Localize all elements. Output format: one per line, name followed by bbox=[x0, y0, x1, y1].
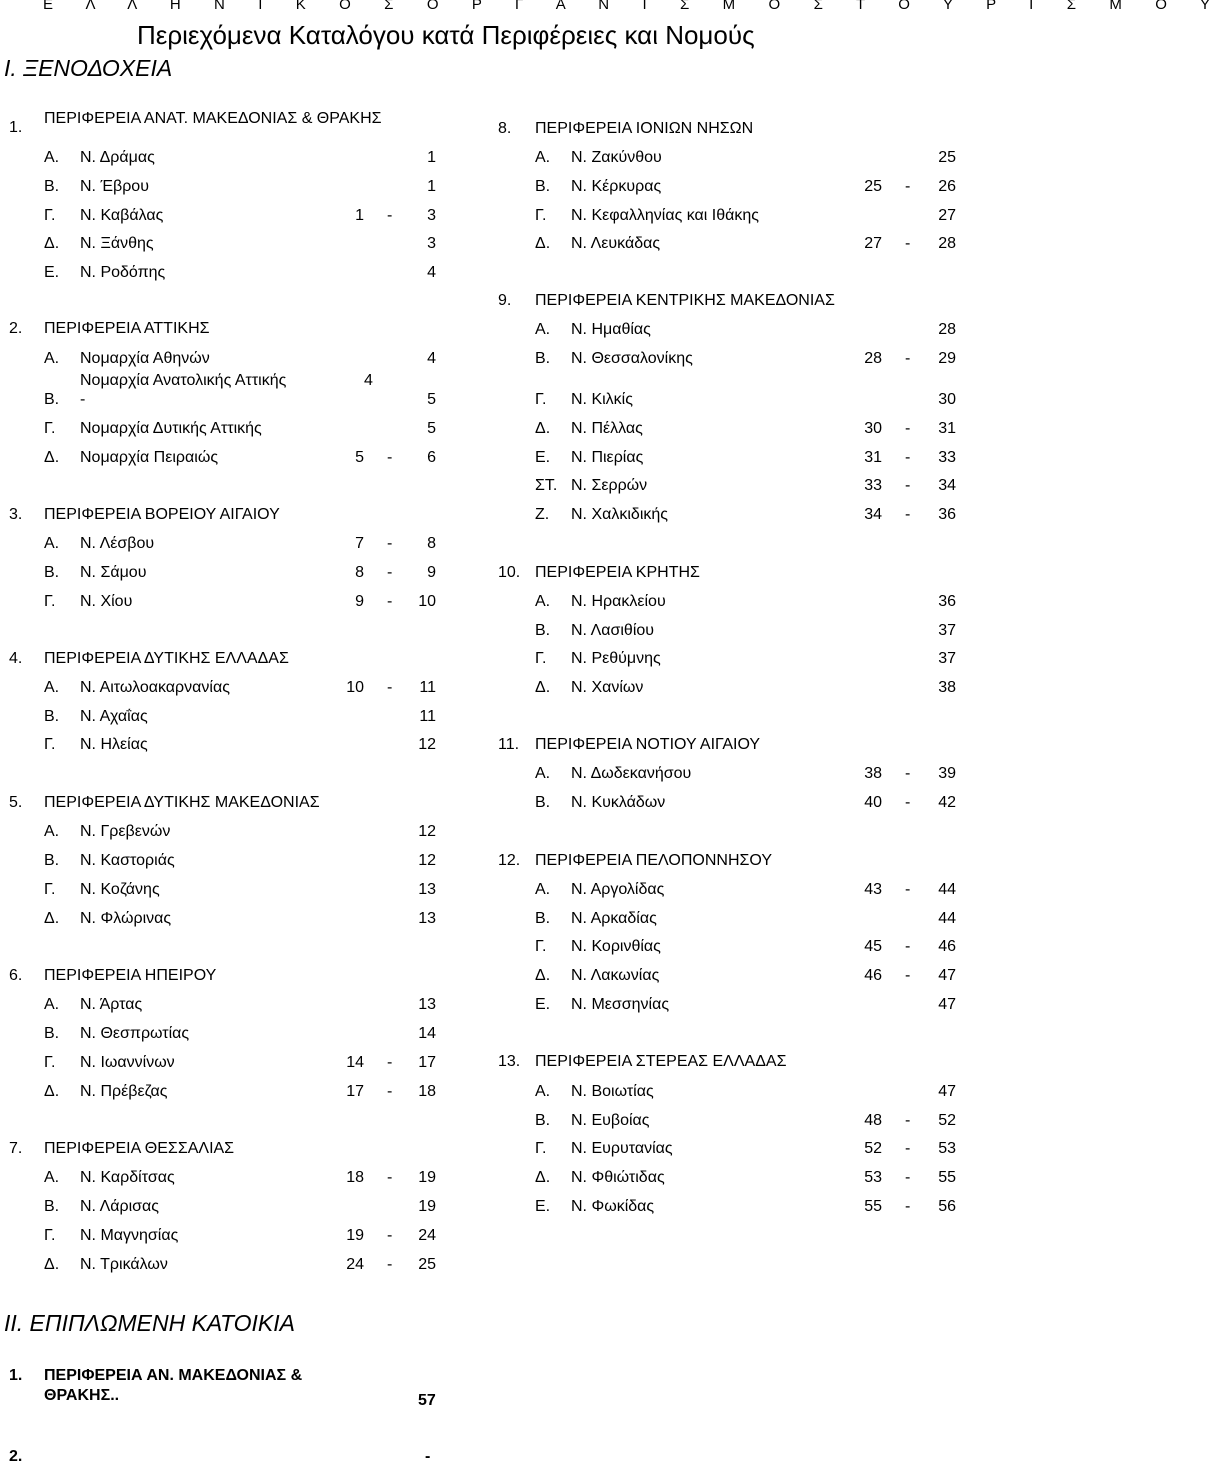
prefecture-name: Ν. Αρκαδίας bbox=[571, 910, 657, 927]
prefecture-name: Ν. Ηρακλείου bbox=[571, 593, 666, 610]
prefecture-page-end: 3 bbox=[427, 207, 436, 224]
prefecture-name: Ν. Φλώρινας bbox=[80, 910, 172, 927]
prefecture-page: 27 bbox=[938, 207, 956, 224]
prefecture-name: Ν. Γρεβενών bbox=[80, 823, 171, 840]
prefecture-name: Ν. Αργολίδας bbox=[571, 881, 665, 898]
prefecture-page: 13 bbox=[418, 910, 436, 927]
prefecture-page-dash: - bbox=[387, 1169, 393, 1186]
prefecture-page-dash: - bbox=[387, 1054, 393, 1071]
prefecture-name: Ν. Ηλείας bbox=[80, 736, 148, 753]
prefecture-letter: Γ. bbox=[535, 1140, 547, 1157]
prefecture-letter: Δ. bbox=[44, 235, 60, 252]
prefecture-page-start: 7 bbox=[355, 535, 364, 552]
prefecture-name: Νομαρχία Δυτικής Αττικής bbox=[80, 420, 262, 437]
prefecture-page-end: 33 bbox=[938, 449, 956, 466]
prefecture-page: 37 bbox=[938, 622, 956, 639]
prefecture-name: Ν. Σάμου bbox=[80, 564, 147, 581]
prefecture-page-dash: - bbox=[387, 679, 393, 696]
prefecture-letter: Δ. bbox=[535, 420, 551, 437]
prefecture-name: Ν. Ζακύνθου bbox=[571, 149, 662, 166]
prefecture-page-dash: - bbox=[387, 535, 393, 552]
prefecture-page: 14 bbox=[418, 1025, 436, 1042]
region-number: 13. bbox=[498, 1053, 521, 1070]
prefecture-page-dash: - bbox=[905, 1169, 911, 1186]
prefecture-letter: Α. bbox=[44, 823, 60, 840]
prefecture-letter: Γ. bbox=[535, 391, 547, 408]
prefecture-page-end: 36 bbox=[938, 506, 956, 523]
prefecture-page-end: 28 bbox=[938, 235, 956, 252]
prefecture-name: Ν. Κιλκίς bbox=[571, 391, 633, 408]
prefecture-letter: Β. bbox=[535, 1112, 551, 1129]
region-heading: ΠΕΡΙΦΕΡΕΙΑ ΣΤΕΡΕΑΣ ΕΛΛΑΔΑΣ bbox=[535, 1053, 787, 1070]
prefecture-letter: Ε. bbox=[535, 1198, 551, 1215]
region-heading: ΠΕΡΙΦΕΡΕΙΑ ΔΥΤΙΚΗΣ ΜΑΚΕΔΟΝΙΑΣ bbox=[44, 794, 320, 811]
prefecture-page: 13 bbox=[418, 881, 436, 898]
prefecture-letter: Β. bbox=[535, 350, 551, 367]
prefecture-name: Ν. Αιτωλοακαρνανίας bbox=[80, 679, 230, 696]
prefecture-page-start: 48 bbox=[864, 1112, 882, 1129]
prefecture-page-end: 39 bbox=[938, 765, 956, 782]
prefecture-page: 12 bbox=[418, 736, 436, 753]
prefecture-page: 19 bbox=[418, 1198, 436, 1215]
prefecture-name: Ν. Θεσσαλονίκης bbox=[571, 350, 693, 367]
organization-header: Ε Λ Λ Η Ν Ι Κ Ο Σ Ο Ρ Γ Α Ν Ι Σ Μ Ο Σ Τ Ο Υ Ρ Ι Σ Μ Ο Υ bbox=[43, 0, 1225, 13]
prefecture-page-end: 56 bbox=[938, 1198, 956, 1215]
prefecture-page-dash: - bbox=[905, 506, 911, 523]
prefecture-page-start: 8 bbox=[355, 564, 364, 581]
prefecture-letter: Ε. bbox=[44, 264, 60, 281]
region-number: 9. bbox=[498, 292, 512, 309]
prefecture-letter: Δ. bbox=[535, 235, 551, 252]
prefecture-page-start: 53 bbox=[864, 1169, 882, 1186]
prefecture-page: 4 bbox=[364, 372, 373, 389]
region-number: 8. bbox=[498, 120, 512, 137]
prefecture-page-dash: - bbox=[905, 794, 911, 811]
prefecture-name: Ν. Ημαθίας bbox=[571, 321, 651, 338]
region-number: 11. bbox=[498, 736, 520, 753]
region-number: 5. bbox=[9, 794, 23, 811]
prefecture-name: Ν. Λέσβου bbox=[80, 535, 155, 552]
prefecture-page-start: 18 bbox=[346, 1169, 364, 1186]
prefecture-letter: Β. bbox=[535, 178, 551, 195]
prefecture-page-end: 55 bbox=[938, 1169, 956, 1186]
region-number: 3. bbox=[9, 506, 23, 523]
prefecture-letter: Α. bbox=[535, 765, 551, 782]
prefecture-page-start: 10 bbox=[346, 679, 364, 696]
region-heading: ΠΕΡΙΦΕΡΕΙΑ ΠΕΛΟΠΟΝΝΗΣΟΥ bbox=[535, 852, 772, 869]
prefecture-page-end: 47 bbox=[938, 967, 956, 984]
region-number: 4. bbox=[9, 650, 23, 667]
prefecture-name: Ν. Φθιώτιδας bbox=[571, 1169, 665, 1186]
prefecture-page-dash: - bbox=[905, 881, 911, 898]
prefecture-letter: Γ. bbox=[535, 650, 547, 667]
prefecture-letter: Β. bbox=[44, 564, 60, 581]
region-heading: ΠΕΡΙΦΕΡΕΙΑ ΑΝΑΤ. ΜΑΚΕΔΟΝΙΑΣ & ΘΡΑΚΗΣ bbox=[44, 110, 382, 127]
furnished-region-page: - bbox=[425, 1448, 431, 1465]
furnished-region-number: 1. bbox=[9, 1367, 23, 1384]
prefecture-letter: Α. bbox=[44, 996, 60, 1013]
prefecture-name: Ν. Λάρισας bbox=[80, 1198, 159, 1215]
prefecture-page-start: 1 bbox=[355, 207, 364, 224]
prefecture-page-end: 10 bbox=[418, 593, 436, 610]
prefecture-name: Ν. Έβρου bbox=[80, 178, 149, 195]
furnished-region-name-cont: ΘΡΑΚΗΣ.. bbox=[44, 1387, 120, 1404]
prefecture-name: Ν. Ξάνθης bbox=[80, 235, 154, 252]
prefecture-page-start: 19 bbox=[346, 1227, 364, 1244]
prefecture-name: Ν. Αχαΐας bbox=[80, 708, 148, 725]
prefecture-page-start: 40 bbox=[864, 794, 882, 811]
prefecture-letter: Β. bbox=[44, 708, 60, 725]
prefecture-name: Νομαρχία Πειραιώς bbox=[80, 449, 219, 466]
prefecture-name: Ν. Λευκάδας bbox=[571, 235, 661, 252]
prefecture-name: Ν. Χίου bbox=[80, 593, 133, 610]
prefecture-letter: Α. bbox=[44, 1169, 60, 1186]
prefecture-page-dash: - bbox=[387, 449, 393, 466]
prefecture-page-dash: - bbox=[905, 938, 911, 955]
prefecture-letter: ΣΤ. bbox=[535, 477, 558, 494]
prefecture-page-dash: - bbox=[387, 564, 393, 581]
prefecture-page-end: 19 bbox=[418, 1169, 436, 1186]
prefecture-page-dash: - bbox=[387, 207, 393, 224]
prefecture-page-end: 11 bbox=[419, 679, 436, 696]
prefecture-page-end: 18 bbox=[418, 1083, 436, 1100]
prefecture-name: Ν. Δράμας bbox=[80, 149, 155, 166]
prefecture-page-dash: - bbox=[905, 1140, 911, 1157]
prefecture-letter: Δ. bbox=[44, 910, 60, 927]
prefecture-page: 28 bbox=[938, 321, 956, 338]
prefecture-name: Ν. Χαλκιδικής bbox=[571, 506, 668, 523]
prefecture-page-end: 6 bbox=[427, 449, 436, 466]
prefecture-letter: Α. bbox=[535, 321, 551, 338]
prefecture-page-dash: - bbox=[387, 593, 393, 610]
prefecture-page: 5 bbox=[427, 420, 436, 437]
prefecture-page-end: 8 bbox=[427, 535, 436, 552]
prefecture-page: 37 bbox=[938, 650, 956, 667]
prefecture-letter: Ε. bbox=[535, 449, 551, 466]
prefecture-page-end: 24 bbox=[418, 1227, 436, 1244]
prefecture-name: Ν. Καρδίτσας bbox=[80, 1169, 175, 1186]
prefecture-letter: Β. bbox=[44, 178, 60, 195]
prefecture-page-dash: - bbox=[905, 1198, 911, 1215]
prefecture-page-start: 31 bbox=[864, 449, 882, 466]
prefecture-page: 47 bbox=[938, 996, 956, 1013]
prefecture-letter: Γ. bbox=[535, 938, 547, 955]
region-heading: ΠΕΡΙΦΕΡΕΙΑ ΙΟΝΙΩΝ ΝΗΣΩΝ bbox=[535, 120, 754, 137]
furnished-region-number: 2. bbox=[9, 1448, 23, 1465]
prefecture-page: 36 bbox=[938, 593, 956, 610]
prefecture-page-dash: - bbox=[905, 235, 911, 252]
prefecture-name: Ν. Πρέβεζας bbox=[80, 1083, 168, 1100]
region-number: 7. bbox=[9, 1140, 23, 1157]
prefecture-name: Νομαρχία Ανατολικής Αττικής bbox=[80, 372, 287, 389]
prefecture-page: 4 bbox=[427, 350, 436, 367]
section-furnished-heading: ΙΙ. ΕΠΙΠΛΩΜΕΝΗ ΚΑΤΟΙΚΙΑ bbox=[4, 1310, 296, 1336]
prefecture-name: Ν. Ευβοίας bbox=[571, 1112, 650, 1129]
prefecture-letter: Β. bbox=[535, 910, 551, 927]
prefecture-name: Ν. Πέλλας bbox=[571, 420, 643, 437]
prefecture-letter: Γ. bbox=[44, 1227, 56, 1244]
prefecture-page-dash: - bbox=[905, 420, 911, 437]
prefecture-name: Ν. Τρικάλων bbox=[80, 1256, 168, 1273]
prefecture-name: Ν. Λασιθίου bbox=[571, 622, 655, 639]
prefecture-page-start: 9 bbox=[355, 593, 364, 610]
prefecture-page-start: 33 bbox=[864, 477, 882, 494]
prefecture-letter: Α. bbox=[44, 679, 60, 696]
prefecture-page-end: 52 bbox=[938, 1112, 956, 1129]
prefecture-letter: Γ. bbox=[44, 207, 56, 224]
prefecture-name: Ν. Κυκλάδων bbox=[571, 794, 666, 811]
prefecture-page: 1 bbox=[427, 178, 436, 195]
region-number: 12. bbox=[498, 852, 521, 869]
prefecture-letter: Α. bbox=[535, 149, 551, 166]
prefecture-name: Ν. Σερρών bbox=[571, 477, 648, 494]
prefecture-page-start: 38 bbox=[864, 765, 882, 782]
prefecture-letter: Ε. bbox=[535, 996, 551, 1013]
prefecture-name: Ν. Ιωαννίνων bbox=[80, 1054, 175, 1071]
prefecture-page-end: 31 bbox=[938, 420, 956, 437]
prefecture-name: - bbox=[80, 391, 86, 408]
prefecture-name: Ν. Θεσπρωτίας bbox=[80, 1025, 190, 1042]
furnished-region-page: 57 bbox=[418, 1392, 436, 1409]
prefecture-page: 5 bbox=[427, 391, 436, 408]
prefecture-name: Ν. Άρτας bbox=[80, 996, 143, 1013]
region-heading: ΠΕΡΙΦΕΡΕΙΑ ΒΟΡΕΙΟΥ ΑΙΓΑΙΟΥ bbox=[44, 506, 280, 523]
prefecture-page: 1 bbox=[427, 149, 436, 166]
region-number: 2. bbox=[9, 320, 23, 337]
prefecture-letter: Α. bbox=[44, 535, 60, 552]
prefecture-page-start: 30 bbox=[864, 420, 882, 437]
prefecture-page-dash: - bbox=[905, 967, 911, 984]
prefecture-page: 30 bbox=[938, 391, 956, 408]
prefecture-page: 4 bbox=[427, 264, 436, 281]
prefecture-name: Ν. Ευρυτανίας bbox=[571, 1140, 673, 1157]
prefecture-letter: Δ. bbox=[535, 679, 551, 696]
prefecture-page-start: 27 bbox=[864, 235, 882, 252]
prefecture-page: 44 bbox=[938, 910, 956, 927]
prefecture-name: Ν. Πιερίας bbox=[571, 449, 644, 466]
prefecture-letter: Α. bbox=[535, 881, 551, 898]
prefecture-letter: Δ. bbox=[44, 1256, 60, 1273]
prefecture-name: Ν. Φωκίδας bbox=[571, 1198, 655, 1215]
prefecture-page-end: 17 bbox=[418, 1054, 436, 1071]
prefecture-page: 12 bbox=[418, 852, 436, 869]
prefecture-page-dash: - bbox=[905, 765, 911, 782]
prefecture-name: Ν. Βοιωτίας bbox=[571, 1083, 654, 1100]
prefecture-letter: Δ. bbox=[44, 1083, 60, 1100]
prefecture-name: Ν. Κέρκυρας bbox=[571, 178, 662, 195]
prefecture-page-end: 42 bbox=[938, 794, 956, 811]
prefecture-name: Ν. Ροδόπης bbox=[80, 264, 166, 281]
region-number: 1. bbox=[9, 119, 23, 136]
prefecture-letter: Γ. bbox=[44, 593, 56, 610]
prefecture-page: 38 bbox=[938, 679, 956, 696]
prefecture-name: Ν. Κεφαλληνίας και Ιθάκης bbox=[571, 207, 759, 224]
region-heading: ΠΕΡΙΦΕΡΕΙΑ ΚΡΗΤΗΣ bbox=[535, 564, 700, 581]
region-heading: ΠΕΡΙΦΕΡΕΙΑ ΗΠΕΙΡΟΥ bbox=[44, 967, 217, 984]
prefecture-page-start: 17 bbox=[346, 1083, 364, 1100]
prefecture-page: 12 bbox=[418, 823, 436, 840]
prefecture-page: 11 bbox=[419, 708, 436, 725]
prefecture-name: Ν. Κοζάνης bbox=[80, 881, 160, 898]
prefecture-letter: Α. bbox=[535, 593, 551, 610]
prefecture-letter: Α. bbox=[535, 1083, 551, 1100]
prefecture-page-dash: - bbox=[905, 449, 911, 466]
prefecture-letter: Β. bbox=[535, 794, 551, 811]
prefecture-page-end: 53 bbox=[938, 1140, 956, 1157]
prefecture-letter: Γ. bbox=[535, 207, 547, 224]
prefecture-letter: Α. bbox=[44, 350, 60, 367]
prefecture-page-end: 9 bbox=[427, 564, 436, 581]
prefecture-page-start: 55 bbox=[864, 1198, 882, 1215]
prefecture-page-end: 29 bbox=[938, 350, 956, 367]
prefecture-name: Ν. Μεσσηνίας bbox=[571, 996, 670, 1013]
region-number: 10. bbox=[498, 564, 521, 581]
prefecture-name: Νομαρχία Αθηνών bbox=[80, 350, 210, 367]
region-heading: ΠΕΡΙΦΕΡΕΙΑ ΘΕΣΣΑΛΙΑΣ bbox=[44, 1140, 235, 1157]
prefecture-letter: Γ. bbox=[44, 736, 56, 753]
prefecture-page-start: 46 bbox=[864, 967, 882, 984]
prefecture-page-end: 44 bbox=[938, 881, 956, 898]
region-heading: ΠΕΡΙΦΕΡΕΙΑ ΔΥΤΙΚΗΣ ΕΛΛΑΔΑΣ bbox=[44, 650, 289, 667]
prefecture-name: Ν. Καστοριάς bbox=[80, 852, 175, 869]
prefecture-page-dash: - bbox=[905, 1112, 911, 1129]
prefecture-page-dash: - bbox=[905, 477, 911, 494]
prefecture-name: Ν. Καβάλας bbox=[80, 207, 164, 224]
prefecture-letter: Β. bbox=[44, 852, 60, 869]
prefecture-name: Ν. Μαγνησίας bbox=[80, 1227, 179, 1244]
prefecture-letter: Γ. bbox=[44, 420, 56, 437]
prefecture-letter: Β. bbox=[535, 622, 551, 639]
prefecture-page-dash: - bbox=[387, 1256, 393, 1273]
section-hotels-heading: Ι. ΞΕΝΟΔΟΧΕΙΑ bbox=[4, 55, 173, 81]
region-heading: ΠΕΡΙΦΕΡΕΙΑ ΚΕΝΤΡΙΚΗΣ ΜΑΚΕΔΟΝΙΑΣ bbox=[535, 292, 835, 309]
prefecture-page-start: 14 bbox=[346, 1054, 364, 1071]
prefecture-page-dash: - bbox=[387, 1083, 393, 1100]
prefecture-page-start: 43 bbox=[864, 881, 882, 898]
prefecture-name: Ν. Κορινθίας bbox=[571, 938, 661, 955]
prefecture-letter: Γ. bbox=[44, 1054, 56, 1071]
prefecture-page-end: 25 bbox=[418, 1256, 436, 1273]
furnished-region-name: ΠΕΡΙΦΕΡΕΙΑ ΑΝ. ΜΑΚΕΔΟΝΙΑΣ & bbox=[44, 1367, 303, 1384]
prefecture-letter: Ζ. bbox=[535, 506, 550, 523]
prefecture-page-end: 46 bbox=[938, 938, 956, 955]
prefecture-page-start: 34 bbox=[864, 506, 882, 523]
prefecture-letter: Δ. bbox=[535, 1169, 551, 1186]
prefecture-page: 47 bbox=[938, 1083, 956, 1100]
prefecture-page: 3 bbox=[427, 235, 436, 252]
prefecture-letter: Β. bbox=[44, 391, 60, 408]
region-number: 6. bbox=[9, 967, 23, 984]
prefecture-page-start: 5 bbox=[355, 449, 364, 466]
prefecture-letter: Β. bbox=[44, 1198, 60, 1215]
page-title: Περιεχόμενα Καταλόγου κατά Περιφέρειες και Νομούς bbox=[137, 20, 755, 50]
prefecture-page: 13 bbox=[418, 996, 436, 1013]
prefecture-name: Ν. Χανίων bbox=[571, 679, 644, 696]
prefecture-page-dash: - bbox=[905, 178, 911, 195]
prefecture-letter: Δ. bbox=[44, 449, 60, 466]
prefecture-name: Ν. Δωδεκανήσου bbox=[571, 765, 692, 782]
prefecture-page-start: 25 bbox=[864, 178, 882, 195]
prefecture-name: Ν. Λακωνίας bbox=[571, 967, 660, 984]
region-heading: ΠΕΡΙΦΕΡΕΙΑ ΝΟΤΙΟΥ ΑΙΓΑΙΟΥ bbox=[535, 736, 761, 753]
prefecture-page-dash: - bbox=[905, 350, 911, 367]
prefecture-name: Ν. Ρεθύμνης bbox=[571, 650, 661, 667]
prefecture-letter: Β. bbox=[44, 1025, 60, 1042]
prefecture-page-start: 45 bbox=[864, 938, 882, 955]
prefecture-page-end: 34 bbox=[938, 477, 956, 494]
region-heading: ΠΕΡΙΦΕΡΕΙΑ ΑΤΤΙΚΗΣ bbox=[44, 320, 210, 337]
prefecture-page-start: 24 bbox=[346, 1256, 364, 1273]
prefecture-page-start: 52 bbox=[864, 1140, 882, 1157]
prefecture-page: 25 bbox=[938, 149, 956, 166]
prefecture-letter: Α. bbox=[44, 149, 60, 166]
prefecture-letter: Δ. bbox=[535, 967, 551, 984]
prefecture-page-dash: - bbox=[387, 1227, 393, 1244]
prefecture-page-start: 28 bbox=[864, 350, 882, 367]
prefecture-letter: Γ. bbox=[44, 881, 56, 898]
prefecture-page-end: 26 bbox=[938, 178, 956, 195]
